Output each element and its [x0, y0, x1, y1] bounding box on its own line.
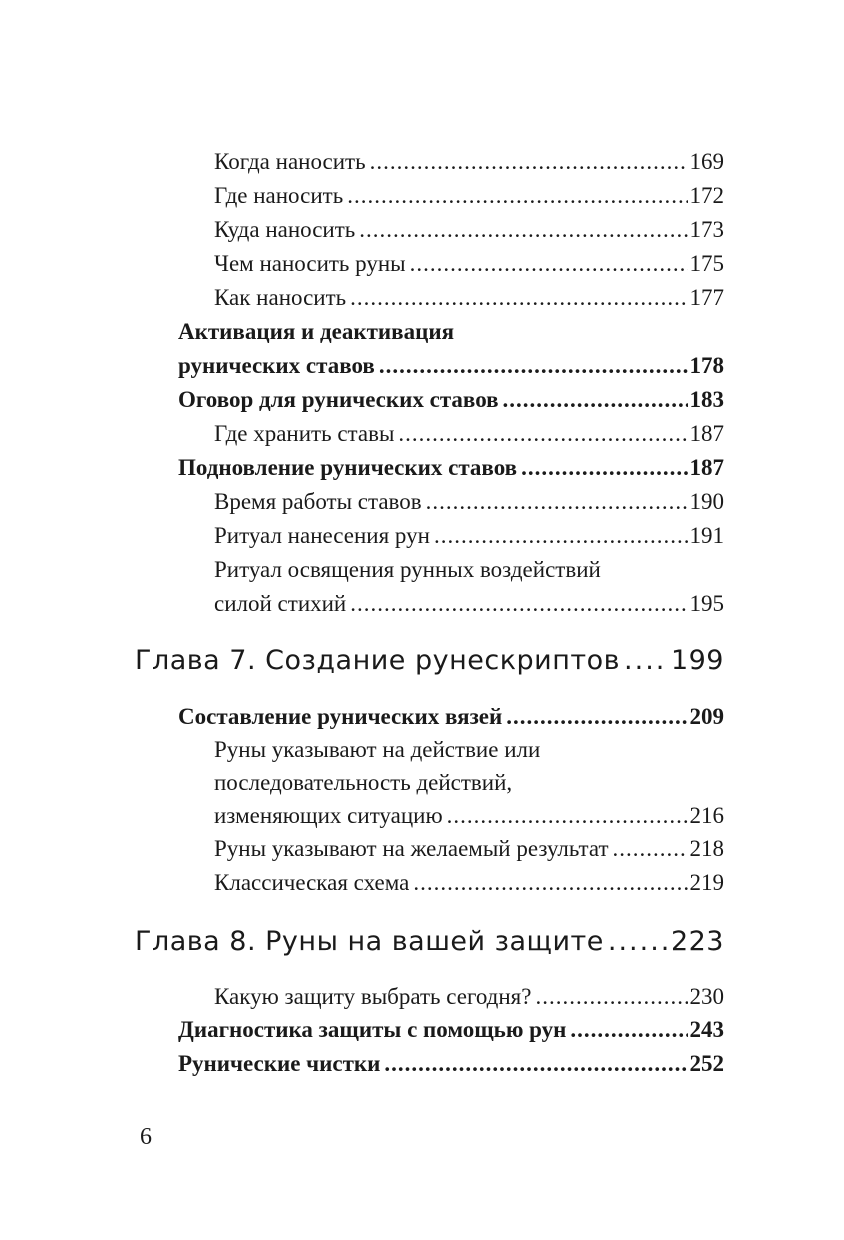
- toc-entry-page: 173: [689, 217, 724, 242]
- toc-entry-label: Где наносить: [214, 183, 344, 208]
- toc-entry-label: Как наносить: [214, 285, 347, 310]
- toc-entry-page: 209: [689, 704, 724, 729]
- toc-entry-label: изменяющих ситуацию: [214, 803, 443, 828]
- toc-entry: [214, 834, 724, 864]
- toc-entry-label: Активация и деактивация: [178, 319, 455, 344]
- toc-chapter-label: Глава 8. Руны на вашей защите: [135, 926, 604, 957]
- dot-leader: [398, 419, 687, 449]
- toc-entry-page: 178: [689, 353, 724, 378]
- toc-entry-label: силой стихий: [214, 591, 347, 616]
- toc-entry-label: Чем наносить руны: [214, 251, 406, 276]
- dot-leader: [570, 1015, 687, 1045]
- toc-entry-page: 190: [689, 489, 724, 514]
- dot-leader: [350, 283, 687, 313]
- toc-entry-heading: [214, 555, 724, 585]
- dot-leader: [410, 249, 688, 279]
- dot-leader: [535, 982, 687, 1012]
- dot-leader: [384, 1049, 687, 1079]
- dot-leader: [426, 487, 688, 517]
- toc-entry-page: 219: [689, 870, 724, 895]
- toc-entry-page: 252: [689, 1051, 724, 1076]
- toc-entry-label: Ритуал нанесения рун: [214, 523, 430, 548]
- toc-entry: [214, 215, 724, 245]
- toc-section: [178, 351, 724, 381]
- toc-entry: [214, 868, 724, 898]
- dot-leader: [359, 215, 687, 245]
- toc-entry: [214, 521, 724, 551]
- page-number: 6: [140, 1124, 152, 1150]
- dot-leader: [350, 589, 687, 619]
- toc-section: [178, 1015, 724, 1045]
- toc-section: [178, 385, 724, 415]
- toc-entry-label: Время работы ставов: [214, 489, 422, 514]
- toc-entry-page: 187: [689, 455, 724, 480]
- toc-section: [178, 1049, 724, 1079]
- dot-leader: [447, 801, 688, 831]
- toc-entry-label: Куда наносить: [214, 217, 356, 242]
- toc-entry-label: Составление рунических вязей: [178, 704, 503, 729]
- toc-entry-page: 183: [689, 387, 724, 412]
- toc-entry-page: 218: [689, 836, 724, 861]
- toc-chapter-page: 199: [670, 645, 724, 676]
- toc-entry: [214, 249, 724, 279]
- toc-entry-label: Ритуал освящения рунных воздействий: [214, 557, 601, 582]
- toc-entry-label: Руны указывают на желаемый результат: [214, 836, 609, 861]
- toc-entry-page: 195: [689, 591, 724, 616]
- toc-entry-page: 169: [689, 149, 724, 174]
- toc-section: [178, 453, 724, 483]
- dot-leader: [379, 351, 688, 381]
- toc-entry: [214, 419, 724, 449]
- dot-leader: [370, 147, 688, 177]
- toc-entry: [214, 283, 724, 313]
- toc-entry-label: Оговор для рунических ставов: [178, 387, 499, 412]
- toc-section: [178, 702, 724, 732]
- toc-chapter-label: Глава 7. Создание рунескриптов: [135, 645, 621, 676]
- toc-entry-page: 216: [689, 803, 724, 828]
- toc-entry-label: рунических ставов: [178, 353, 375, 378]
- dot-leader: [521, 453, 687, 483]
- dot-leader: [413, 868, 687, 898]
- toc-entry-label: Классическая схема: [214, 870, 410, 895]
- toc-entry-label: Подновление рунических ставов: [178, 455, 518, 480]
- toc-chapter: [135, 644, 724, 678]
- dot-leader: [608, 925, 669, 959]
- toc-chapter: [135, 925, 724, 959]
- toc-entry: [214, 181, 724, 211]
- dot-leader: [347, 181, 687, 211]
- toc-entry-page: 177: [689, 285, 724, 310]
- toc-entry-page: 172: [689, 183, 724, 208]
- toc-entry-page: 230: [689, 984, 724, 1009]
- toc-entry: [214, 487, 724, 517]
- dot-leader: [434, 521, 688, 551]
- toc-entry: [214, 147, 724, 177]
- toc-entry: [214, 801, 724, 831]
- toc-entry-page: 191: [689, 523, 724, 548]
- toc-section-heading: [178, 317, 724, 347]
- toc-entry-label: последовательность действий,: [214, 770, 513, 795]
- dot-leader: [613, 834, 688, 864]
- dot-leader: [503, 385, 688, 415]
- toc-entry-label: Где хранить ставы: [214, 421, 395, 446]
- toc-entry-page: 243: [689, 1017, 724, 1042]
- toc-entry: [214, 589, 724, 619]
- toc-entry-label: Когда наносить: [214, 149, 366, 174]
- toc-entry-page: 187: [689, 421, 724, 446]
- toc-entry: [214, 982, 724, 1012]
- toc-entry-label: Рунические чистки: [178, 1051, 381, 1076]
- toc-entry-label: Диагностика защиты с помощью рун: [178, 1017, 567, 1042]
- toc-chapter-page: 223: [670, 926, 724, 957]
- toc-entry-page: 175: [689, 251, 724, 276]
- toc-entry-label: Руны указывают на действие или: [214, 737, 541, 762]
- dot-leader: [624, 644, 669, 678]
- dot-leader: [506, 702, 687, 732]
- toc-entry-heading: [214, 768, 724, 798]
- toc-entry-heading: [214, 735, 724, 765]
- toc-entry-label: Какую защиту выбрать сегодня?: [214, 984, 532, 1009]
